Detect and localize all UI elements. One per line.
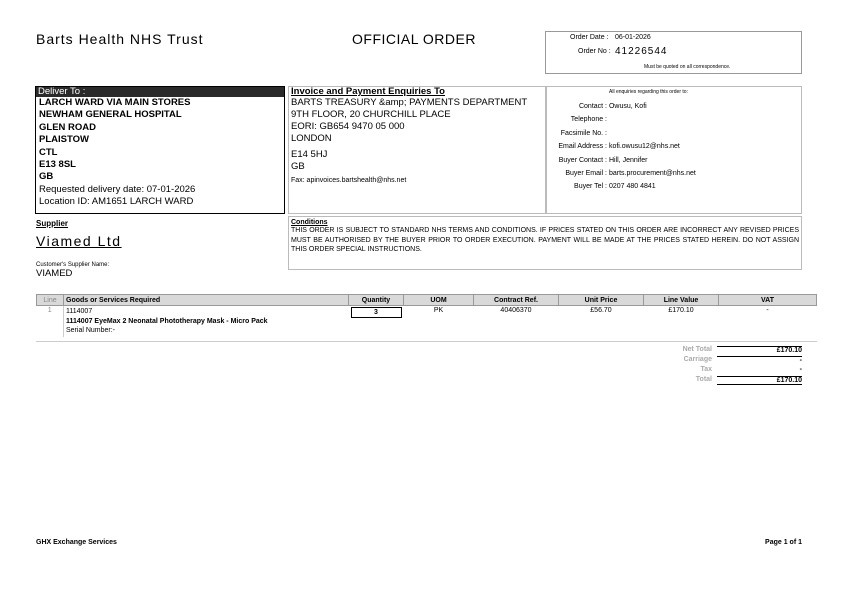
enquiry-value: Hill, Jennifer [608, 156, 648, 164]
tax-value: - [799, 366, 802, 373]
order-date-label: Order Date : [570, 34, 609, 41]
item-uom: PK [433, 307, 444, 314]
enquiry-label: Buyer Contact : [558, 156, 607, 164]
invoice-fax: Fax: apinvoices.bartshealth@nhs.net [291, 177, 407, 184]
invoice-line: LONDON [291, 133, 332, 144]
enquiry-label: Contact : [578, 103, 607, 110]
organisation-name: Barts Health NHS Trust [36, 31, 204, 47]
document-title: OFFICIAL ORDER [352, 31, 476, 47]
enquiry-value: kofi.owusu12@nhs.net [608, 143, 680, 151]
conditions-text: THIS ORDER IS SUBJECT TO STANDARD NHS TERMS AND CONDITIONS. IF PRICES STATED ON THIS ORDER ARE INCORRECT ANY REVISED PRICES MUST BE AUTHORISED BY THE BUYER PRIOR TO ORDER EXECUTION. PAYMENT WILL BE MADE AT THE PRICES STATED HEREIN. DO NOT ASSIGN THIS ORDER SPECIAL INSTRUCTIONS. [291, 227, 799, 253]
col-header-contract: Contract Ref. [474, 295, 559, 306]
enquiry-label: Buyer Tel : [574, 183, 607, 191]
order-date: 06-01-2026 [615, 34, 651, 41]
col-header-line-value: Line Value [644, 295, 719, 306]
invoice-title: Invoice and Payment Enquiries To [291, 86, 445, 97]
item-quantity: 3 [351, 307, 402, 318]
page-number: Page 1 of 1 [765, 539, 802, 546]
conditions-box [288, 216, 802, 270]
col-header-vat: VAT [719, 295, 817, 306]
table-bottom-rule [36, 341, 817, 342]
deliver-line: GLEN ROAD [39, 121, 96, 133]
line-number: 1 [37, 306, 64, 337]
total-value: £170.10 [717, 376, 802, 385]
location-id: Location ID: AM1651 LARCH WARD [39, 196, 194, 208]
footer-left: GHX Exchange Services [36, 539, 117, 546]
carriage-value: - [717, 356, 802, 364]
net-total: £170.10 [717, 346, 802, 354]
deliver-line: E13 8SL [39, 159, 76, 171]
deliver-to-box [35, 86, 285, 214]
col-header-quantity: Quantity [349, 295, 404, 306]
col-header-uom: UOM [404, 295, 474, 306]
item-contract-ref: 40406370 [500, 307, 532, 314]
deliver-line: NEWHAM GENERAL HOSPITAL [39, 109, 182, 121]
supplier-title: Supplier [36, 219, 69, 228]
invoice-line: EORI: GB654 9470 05 000 [291, 121, 405, 132]
order-number: 41226544 [615, 46, 668, 57]
order-no-label: Order No : [578, 48, 611, 55]
enquiry-label: Facsimile No. : [560, 129, 607, 137]
customer-supplier-name: VIAMED [36, 268, 73, 279]
enquiry-value: barts.procurement@nhs.net [608, 170, 696, 178]
total-label: Total [695, 376, 712, 383]
enquiries-note: All enquiries regarding this order to: [609, 89, 688, 95]
invoice-line: E14 5HJ [291, 149, 328, 160]
requested-delivery-date: Requested delivery date: 07-01-2026 [39, 183, 196, 195]
quote-note: Must be quoted on all correspondence. [644, 64, 731, 70]
order-info-box [545, 31, 802, 74]
deliver-line: PLAISTOW [39, 134, 89, 146]
invoice-line: GB [291, 161, 305, 172]
invoice-line: 9TH FLOOR, 20 CHURCHILL PLACE [291, 109, 451, 120]
item-serial: Serial Number:- [66, 327, 116, 334]
item-code: 1114007 [66, 308, 93, 315]
enquiry-label: Telephone : [570, 116, 607, 124]
item-description: 1114007 EyeMax 2 Neonatal Phototherapy Mask - Micro Pack [66, 317, 268, 325]
enquiries-box [546, 86, 802, 214]
item-vat: - [766, 307, 769, 314]
supplier-name: Viamed Ltd [36, 233, 122, 249]
enquiry-label: Buyer Email : [565, 170, 607, 178]
col-header-line: Line [37, 295, 64, 306]
col-header-unit-price: Unit Price [559, 295, 644, 306]
invoice-box [288, 86, 546, 214]
enquiry-label: Email Address : [558, 143, 607, 151]
deliver-line: LARCH WARD VIA MAIN STORES [39, 97, 191, 108]
net-total-label: Net Total [682, 346, 712, 353]
customer-supplier-label: Customer's Supplier Name: [36, 262, 110, 268]
invoice-line: BARTS TREASURY &amp; PAYMENTS DEPARTMENT [291, 97, 528, 108]
carriage-label: Carriage [683, 356, 712, 363]
item-line-value: £170.10 [668, 307, 694, 314]
deliver-to-title: Deliver To : [36, 87, 284, 97]
totals-block [622, 346, 802, 394]
deliver-line: CTL [39, 146, 58, 158]
item-unit-price: £56.70 [590, 307, 612, 314]
conditions-title: Conditions [291, 219, 328, 226]
table-row [37, 306, 817, 337]
enquiry-value: 0207 480 4841 [608, 183, 656, 191]
tax-label: Tax [700, 366, 712, 373]
enquiry-value: Owusu, Kofi [608, 103, 647, 110]
deliver-line: GB [39, 171, 54, 183]
order-lines-table [36, 294, 817, 337]
col-header-goods: Goods or Services Required [64, 295, 349, 306]
